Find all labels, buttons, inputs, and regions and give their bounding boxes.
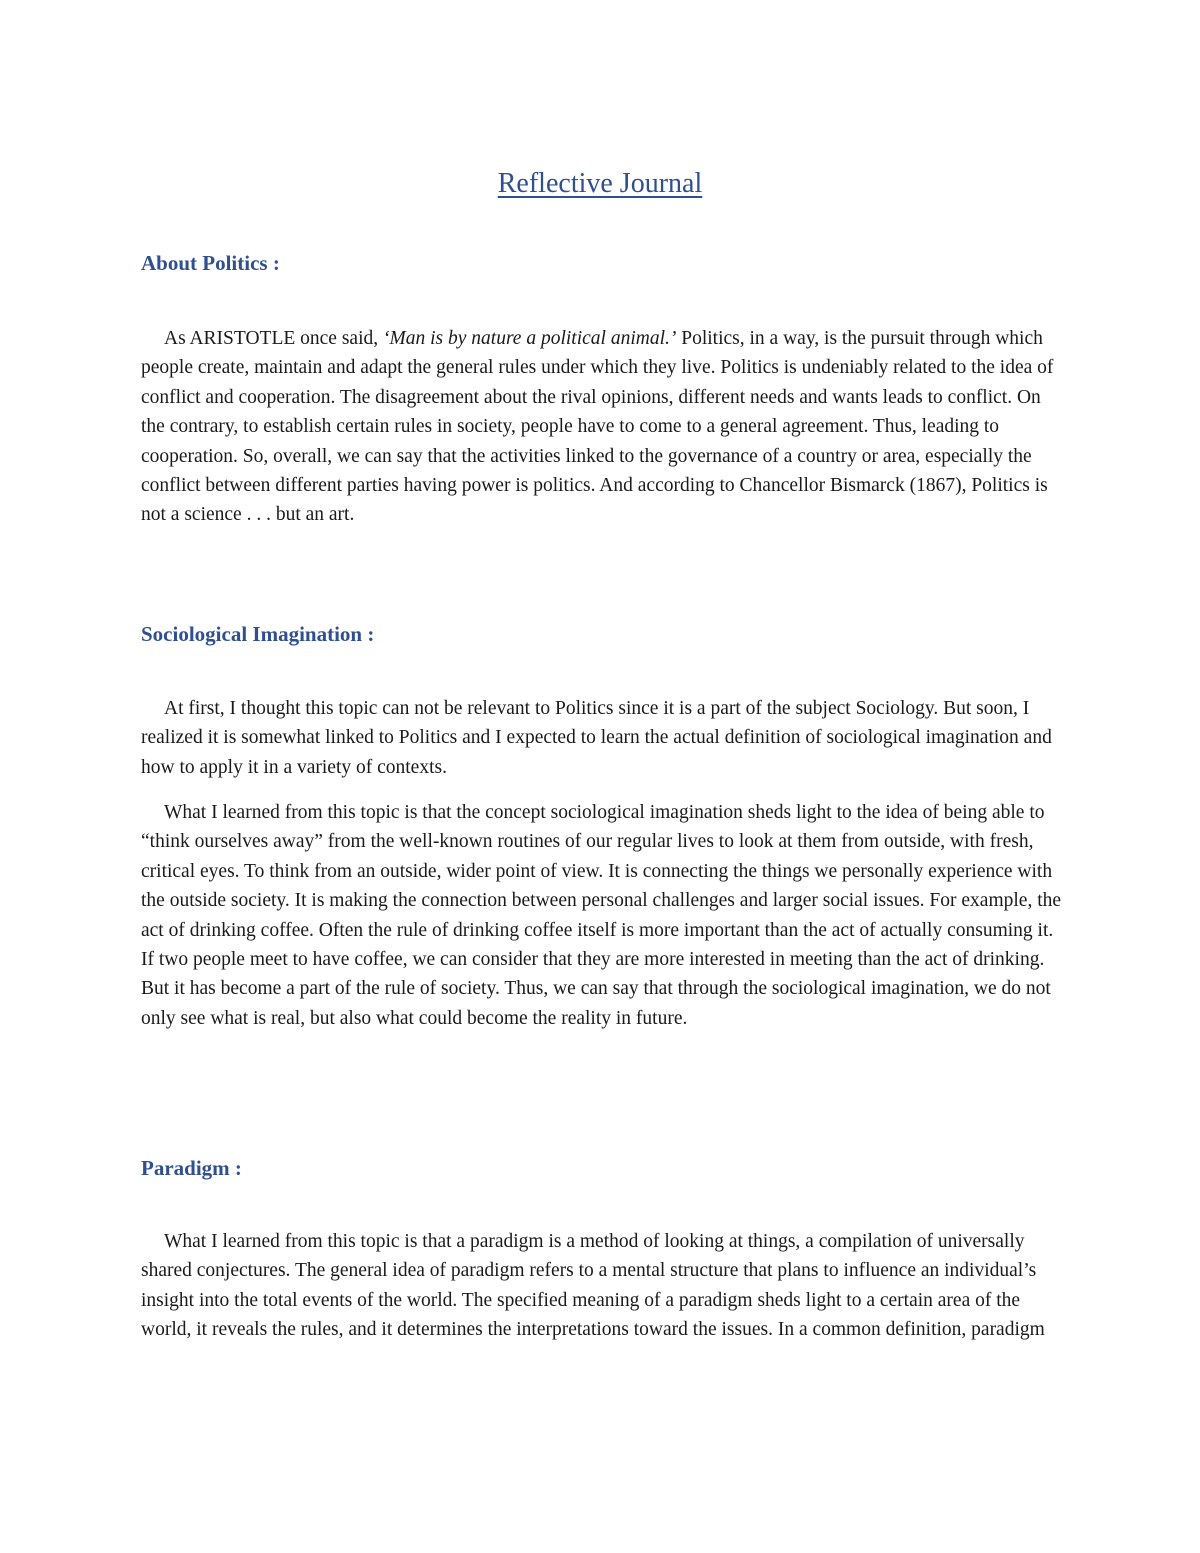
aristotle-quote: ‘Man is by nature a political animal.’ [383, 328, 677, 349]
paragraph-rest: Politics, in a way, is the pursuit through which people create, maintain and adapt the general rules under which they live. Politics is undeniably related to the idea of conflict and cooperation. The disagreement about the rival opinions, different needs and wants leads to conflict. On the contrary, to establish certain rules in society, people have to come to a general agreement. Thus, leading to cooperation. So, overall, we can say that the activities linked to the governance of a country or area, especially the conflict between different parties having power is politics. And according to Chancellor Bismarck (1867), Politics is not a science . . . but an art. [141, 328, 1054, 526]
paragraph-sociological-imagination-2: What I learned from this topic is that the concept sociological imagination sheds light to the idea of being able to “think ourselves away” from the well-known routines of our regular lives to look at them from outside, with fresh, critical eyes. To think from an outside, wider point of view. It is connecting the things we personally experience with the outside society. It is making the connection between personal challenges and larger social issues. For example, the act of drinking coffee. Often the rule of drinking coffee itself is more important than the act of actually consuming it. If two people meet to have coffee, we can consider that they are more interested in meeting than the act of drinking. But it has become a part of the rule of society. Thus, we can say that through the sociological imagination, we do not only see what is real, but also what could become the reality in future. [141, 802, 1062, 1029]
section-heading-sociological-imagination: Sociological Imagination : [141, 622, 375, 646]
paragraph-sociological-imagination-1: At first, I thought this topic can not be relevant to Politics since it is a part of the subject Sociology. But soon, I realized it is somewhat linked to Politics and I expected to learn the actual definition of sociological imagination and how to apply it in a variety of contexts. [141, 698, 1052, 778]
paragraph-about-politics [141, 324, 1066, 530]
paragraph-paradigm: What I learned from this topic is that a paradigm is a method of looking at things, a compilation of universally shared conjectures. The general idea of paradigm refers to a mental structure that plans to influence an individual’s insight into the total events of the world. The specified meaning of a paradigm sheds light to a certain area of the world, it reveals the rules, and it determines the interpretations toward the issues. In a common definition, paradigm [141, 1231, 1045, 1341]
section-heading-about-politics: About Politics : [141, 251, 280, 275]
section-heading-paradigm: Paradigm : [141, 1156, 242, 1180]
paragraph-lead: As ARISTOTLE once said, [164, 328, 383, 349]
page-title: Reflective Journal [497, 168, 703, 199]
